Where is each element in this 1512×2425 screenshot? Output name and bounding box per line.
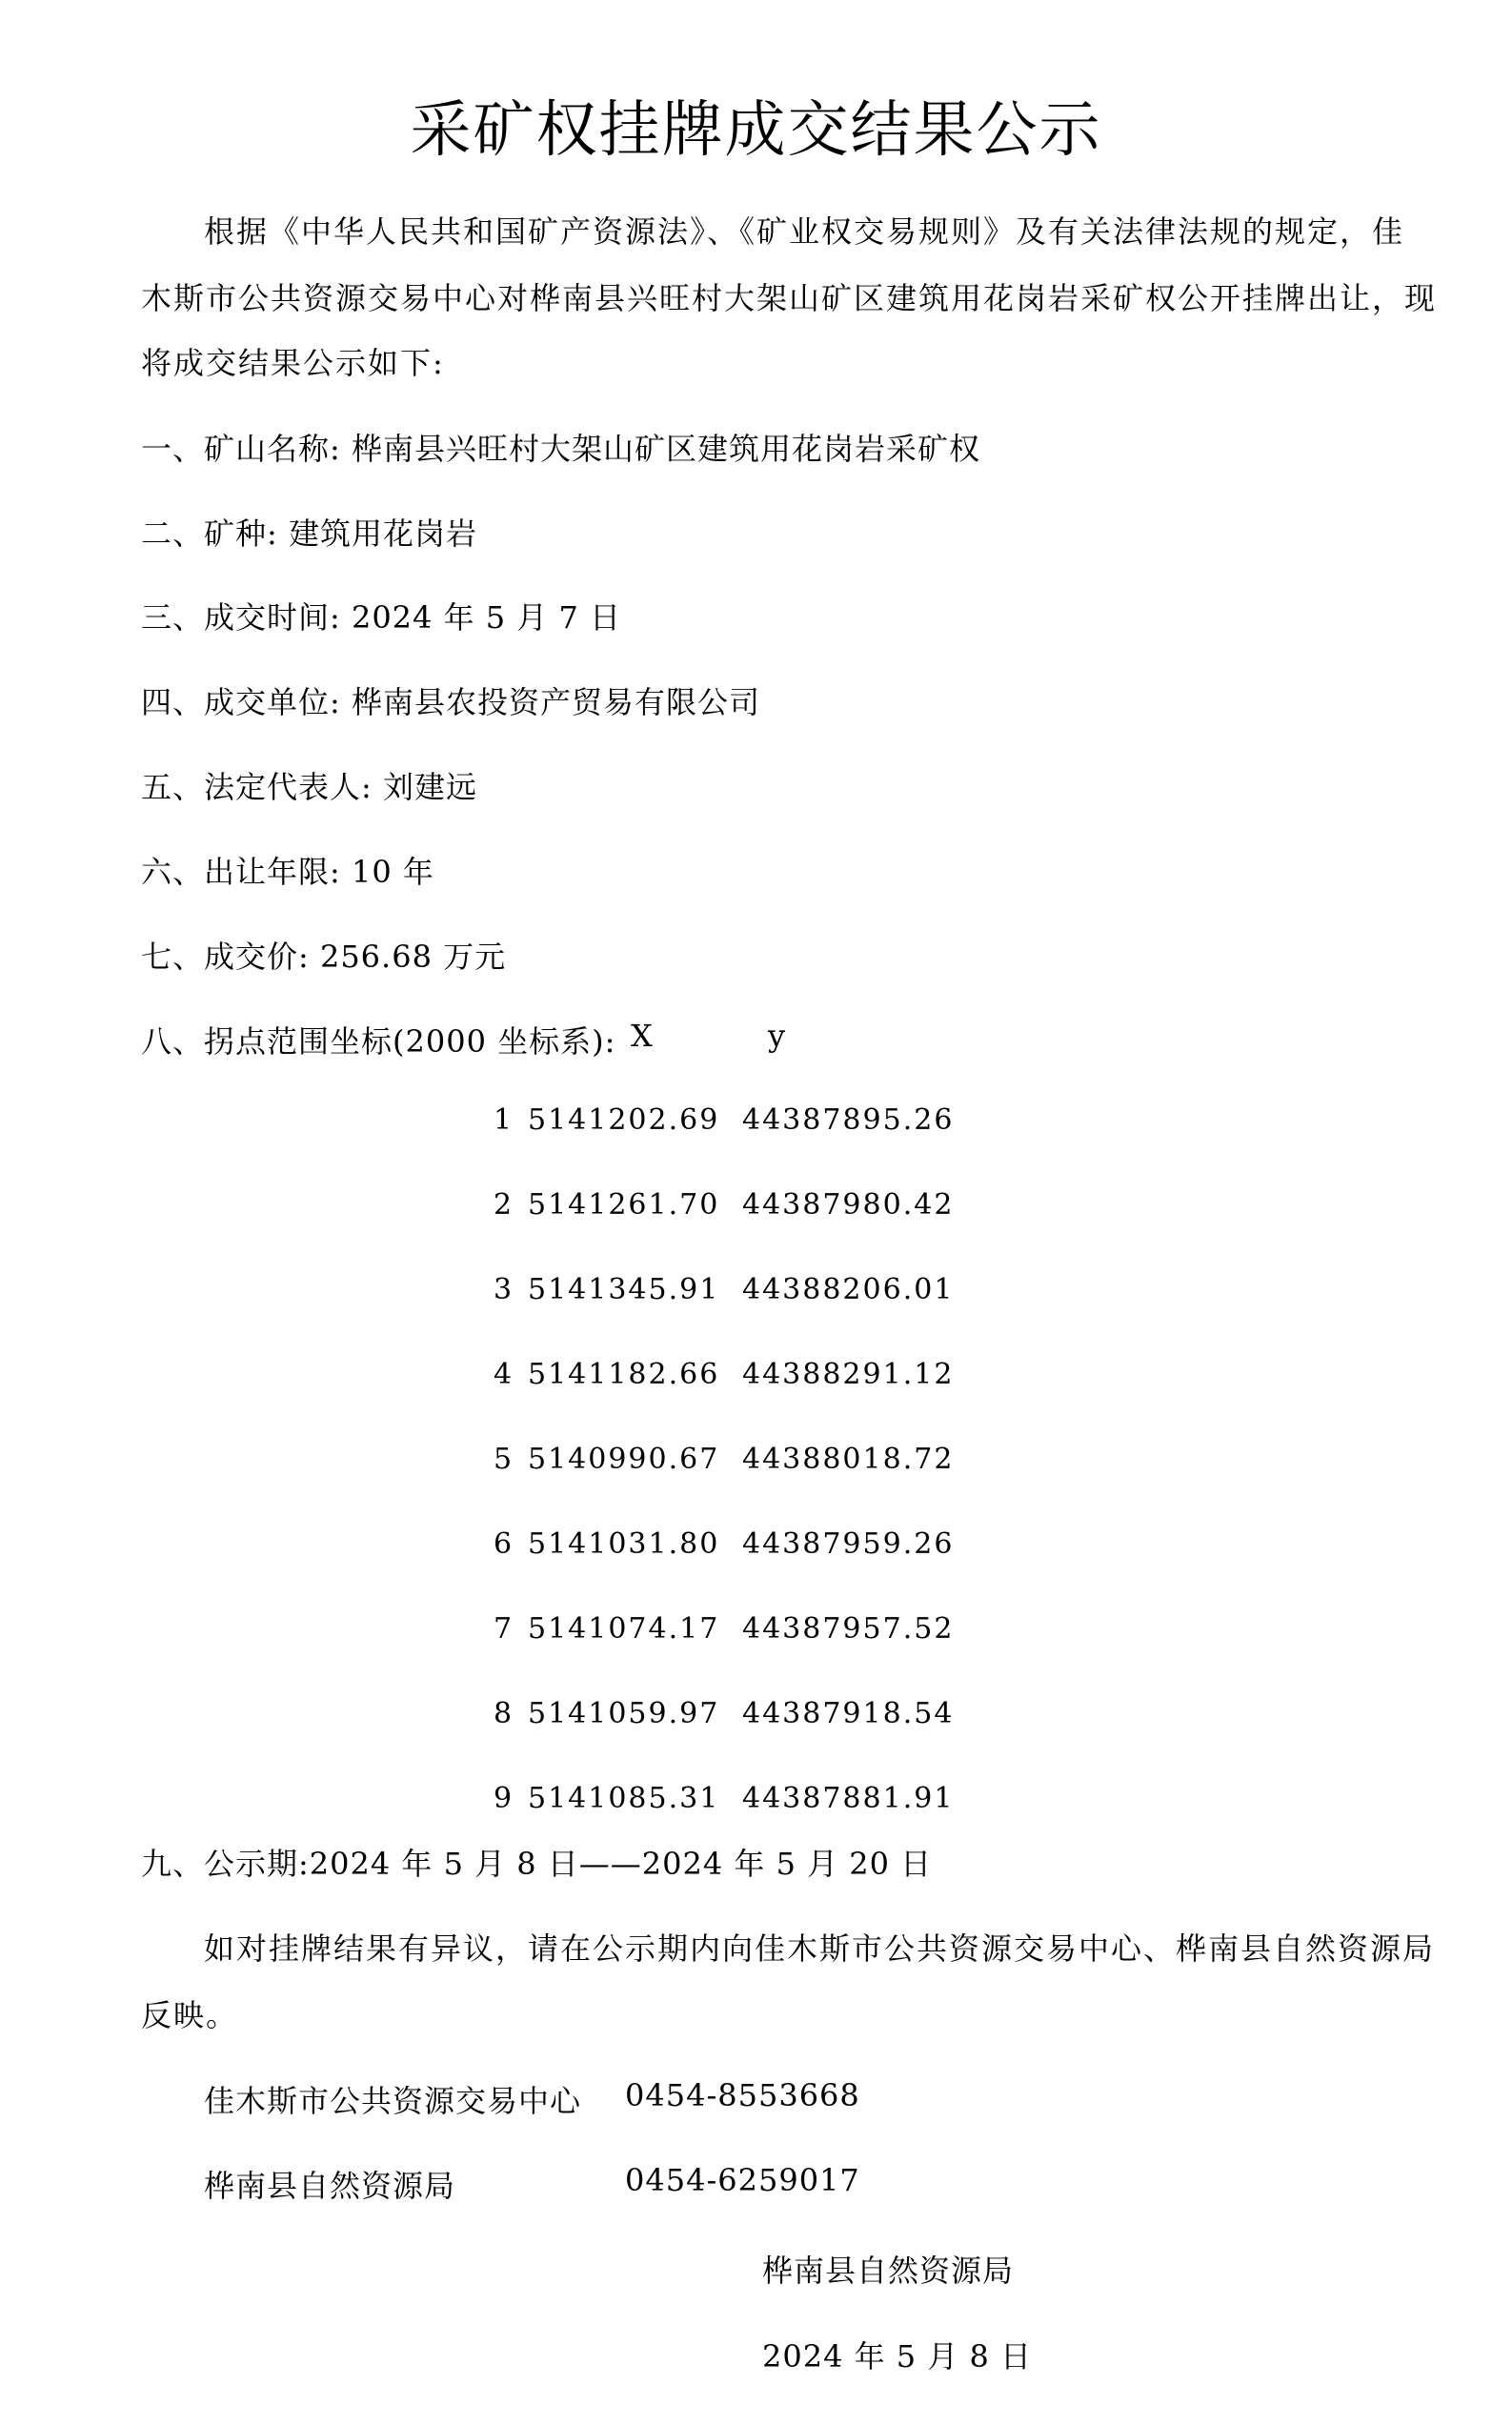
coordinate-row bbox=[494, 1358, 954, 1391]
coordinate-index: 3 bbox=[494, 1273, 514, 1306]
coordinate-index: 6 bbox=[494, 1527, 514, 1561]
coordinate-x: 5140990.67 bbox=[528, 1443, 720, 1476]
item-price: 七、成交价: 256.68 万元 bbox=[141, 939, 507, 975]
coordinate-index: 7 bbox=[494, 1612, 514, 1646]
coordinate-row bbox=[494, 1103, 954, 1137]
contact-phone: 0454-8553668 bbox=[625, 2077, 860, 2113]
item-mineral: 二、矿种: 建筑用花岗岩 bbox=[141, 515, 477, 552]
coordinate-row bbox=[494, 1273, 954, 1306]
coordinate-index: 4 bbox=[494, 1358, 514, 1391]
signature-org: 桦南县自然资源局 bbox=[762, 2253, 1015, 2289]
objection-line-2: 反映。 bbox=[141, 1997, 239, 2033]
coordinate-index: 5 bbox=[494, 1443, 514, 1476]
coordinate-y: 44387918.54 bbox=[742, 1697, 955, 1730]
coordinate-row bbox=[494, 1443, 954, 1476]
coordinate-x: 5141085.31 bbox=[528, 1782, 720, 1815]
coordinate-row bbox=[494, 1782, 954, 1815]
signature-date: 2024 年 5 月 8 日 bbox=[762, 2338, 1033, 2374]
item-coords-label: 八、拐点范围坐标(2000 坐标系): bbox=[141, 1023, 616, 1060]
coordinate-x: 5141202.69 bbox=[528, 1103, 720, 1137]
coordinate-y: 44387959.26 bbox=[742, 1527, 955, 1561]
coordinate-row bbox=[494, 1188, 954, 1222]
item-term: 六、出让年限: 10 年 bbox=[141, 854, 434, 890]
item-legal-rep: 五、法定代表人: 刘建远 bbox=[141, 769, 477, 805]
coordinate-x: 5141074.17 bbox=[528, 1612, 720, 1646]
objection-line-1: 如对挂牌结果有异议，请在公示期内向佳木斯市公共资源交易中心、桦南县自然资源局 bbox=[204, 1930, 1436, 1967]
coordinate-y: 44387980.42 bbox=[742, 1188, 955, 1222]
item-mine-name: 一、矿山名称: 桦南县兴旺村大架山矿区建筑用花岗岩采矿权 bbox=[141, 431, 980, 467]
coords-header-y: y bbox=[768, 1018, 787, 1054]
coordinate-y: 44387895.26 bbox=[742, 1103, 955, 1137]
coordinate-x: 5141031.80 bbox=[528, 1527, 720, 1561]
contact-phone: 0454-6259017 bbox=[625, 2162, 860, 2198]
coordinate-index: 8 bbox=[494, 1697, 514, 1730]
coordinate-row bbox=[494, 1612, 954, 1646]
item-notice-period: 九、公示期:2024 年 5 月 8 日——2024 年 5 月 20 日 bbox=[141, 1846, 933, 1882]
intro-line-2: 木斯市公共资源交易中心对桦南县兴旺村大架山矿区建筑用花岗岩采矿权公开挂牌出让，现 bbox=[141, 280, 1438, 316]
coordinate-y: 44387881.91 bbox=[742, 1782, 955, 1815]
intro-line-3: 将成交结果公示如下: bbox=[141, 345, 445, 381]
coordinate-y: 44388018.72 bbox=[742, 1443, 955, 1476]
coordinate-x: 5141345.91 bbox=[528, 1273, 720, 1306]
coordinate-y: 44388291.12 bbox=[742, 1358, 955, 1391]
intro-line-1: 根据《中华人民共和国矿产资源法》、《矿业权交易规则》及有关法律法规的规定，佳 bbox=[204, 213, 1405, 250]
item-deal-unit: 四、成交单位: 桦南县农投资产贸易有限公司 bbox=[141, 684, 760, 720]
coordinate-row bbox=[494, 1527, 954, 1561]
coordinate-x: 5141182.66 bbox=[528, 1358, 720, 1391]
coordinate-row bbox=[494, 1697, 954, 1730]
coordinate-x: 5141261.70 bbox=[528, 1188, 720, 1222]
contact-name: 佳木斯市公共资源交易中心 bbox=[204, 2083, 582, 2119]
coordinate-index: 2 bbox=[494, 1188, 514, 1222]
coordinate-y: 44387957.52 bbox=[742, 1612, 955, 1646]
coordinate-index: 1 bbox=[494, 1103, 514, 1137]
contact-name: 桦南县自然资源局 bbox=[204, 2168, 456, 2204]
coordinate-y: 44388206.01 bbox=[742, 1273, 955, 1306]
coordinate-x: 5141059.97 bbox=[528, 1697, 720, 1730]
coordinate-index: 9 bbox=[494, 1782, 514, 1815]
item-deal-time: 三、成交时间: 2024 年 5 月 7 日 bbox=[141, 599, 621, 636]
page-title: 采矿权挂牌成交结果公示 bbox=[410, 95, 1102, 166]
coords-header-x: X bbox=[631, 1018, 654, 1054]
